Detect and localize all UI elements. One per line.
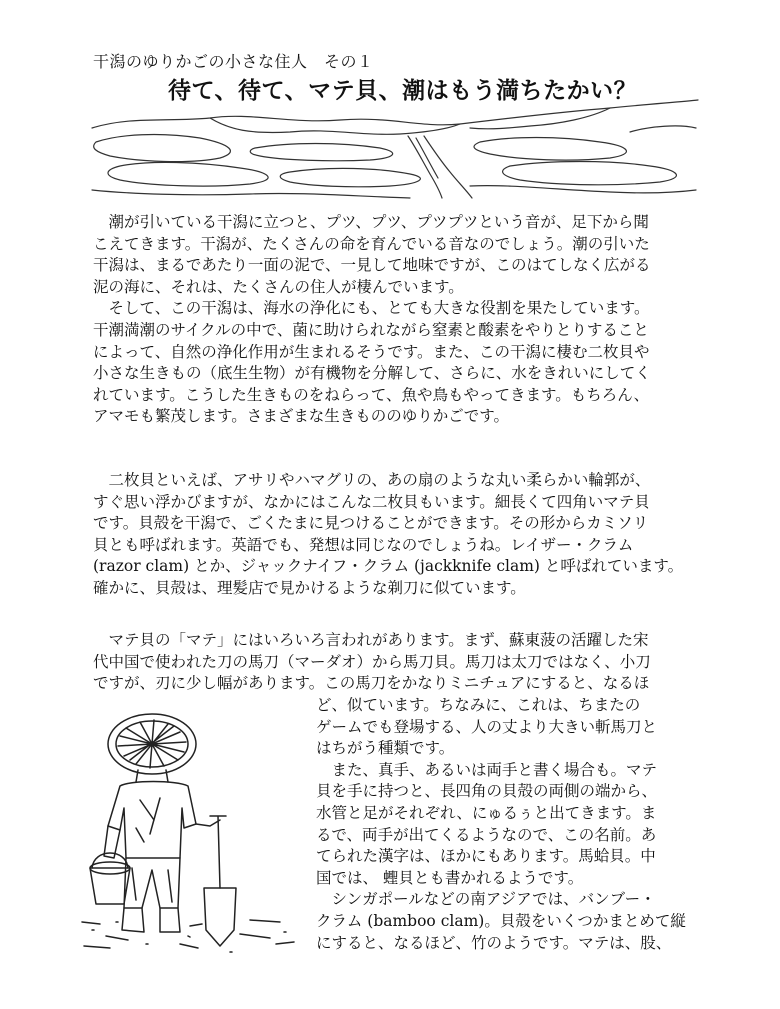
text-line: クラム (bamboo clam)。貝殻をいくつかまとめて縦 bbox=[316, 911, 686, 930]
text-line: ですが、刃に少し幅があります。この馬刀をかなりミニチュアにすると、なるほ bbox=[93, 674, 650, 693]
text-line: 水管と足がそれぞれ、にゅるぅと出てきます。ま bbox=[316, 803, 657, 822]
paragraph-mate-origin bbox=[93, 630, 708, 695]
text-line: 確かに、貝殻は、理髪店で見かけるような剃刀に似ています。 bbox=[93, 578, 526, 597]
text-line: アマモも繁茂します。さまざまな生きもののゆりかごです。 bbox=[93, 407, 510, 426]
text-line: (razor clam) とか、ジャックナイフ・クラム (jackknife clam) と呼ばれています。 bbox=[93, 557, 684, 576]
page-title: 待て、待て、マテ貝、潮はもう満ちたかい？ bbox=[168, 78, 638, 104]
text-line: マテ貝の「マテ」にはいろいろ言われがあります。まず、蘇東菠の活躍した宋 bbox=[93, 631, 649, 649]
text-line: 干潟は、まるであたり一面の泥で、一見して地味ですが、このはてしなく広がる bbox=[93, 256, 651, 275]
text-line: 潮が引いている干潟に立つと、プツ、プツ、プツプツという音が、足下から聞 bbox=[93, 213, 649, 231]
text-line: シンガポールなどの南アジアでは、バンブー・ bbox=[316, 890, 656, 909]
text-line: 貝とも呼ばれます。英語でも、発想は同じなのでしょうね。レイザー・クラム bbox=[93, 535, 634, 554]
text-line: すぐ思い浮かびますが、なかにはこんな二枚貝もいます。細長くて四角いマテ貝 bbox=[93, 492, 650, 511]
text-line: 国では、 蟶貝とも書かれるようです。 bbox=[316, 868, 584, 887]
text-line: るで、両手が出てくるようなので、この名前。あ bbox=[316, 825, 657, 844]
text-line: です。貝殻を干潟で、ごくたまに見つけることができます。その形からカミソリ bbox=[93, 514, 649, 533]
paragraph-razor-clam bbox=[93, 470, 708, 600]
text-line: 代中国で使われた刀の馬刀（マーダオ）から馬刀貝。馬刀は太刀ではなく、小刀 bbox=[93, 652, 651, 671]
text-line: 干潮満潮のサイクルの中で、菌に助けられながら窒素と酸素をやりとりすること bbox=[93, 320, 649, 339]
paragraph-tidal-flat bbox=[93, 212, 708, 428]
text-line: 貝を手に持つと、長四角の貝殻の両側の端から、 bbox=[316, 782, 658, 801]
text-line: そして、この干潟は、海水の浄化にも、とても大きな役割を果たしています。 bbox=[93, 299, 650, 318]
series-heading: 干潟のゆりかごの小さな住人 その１ bbox=[93, 52, 374, 71]
text-line: にすると、なるほど、竹のようです。マテは、股、 bbox=[316, 933, 672, 952]
paragraph-column-text bbox=[316, 695, 708, 954]
clam-digger-illustration bbox=[80, 708, 315, 958]
text-line: ゲームでも登場する、人の丈より大きい斬馬刀と bbox=[316, 717, 658, 736]
text-line: てられた漢字は、ほかにもあります。馬蛤貝。中 bbox=[316, 847, 656, 866]
tidal-flat-landscape-illustration bbox=[90, 98, 700, 200]
text-line: によって、自然の浄化作用が生まれるそうです。また、この干潟に棲む二枚貝や bbox=[93, 342, 650, 361]
text-line: はちがう種類です。 bbox=[316, 739, 455, 758]
text-line: ど、似ています。ちなみに、これは、ちまたの bbox=[316, 696, 641, 714]
text-line: 二枚貝といえば、アサリやハマグリの、あの扇のような丸い柔らかい輪郭が、 bbox=[93, 471, 651, 489]
text-line: また、真手、あるいは両手と書く場合も。マテ bbox=[316, 760, 658, 779]
text-line: 小さな生きもの（底生生物）が有機物を分解して、さらに、水をきれいにしてく bbox=[93, 364, 651, 383]
text-line: 泥の海に、それは、たくさんの住人が棲んでいます。 bbox=[93, 277, 464, 296]
text-line: こえてきます。干潟が、たくさんの命を育んでいる音なのでしょう。潮の引いた bbox=[93, 234, 650, 253]
text-line: れています。こうした生きものをねらって、魚や鳥もやってきます。もちろん、 bbox=[93, 385, 650, 404]
